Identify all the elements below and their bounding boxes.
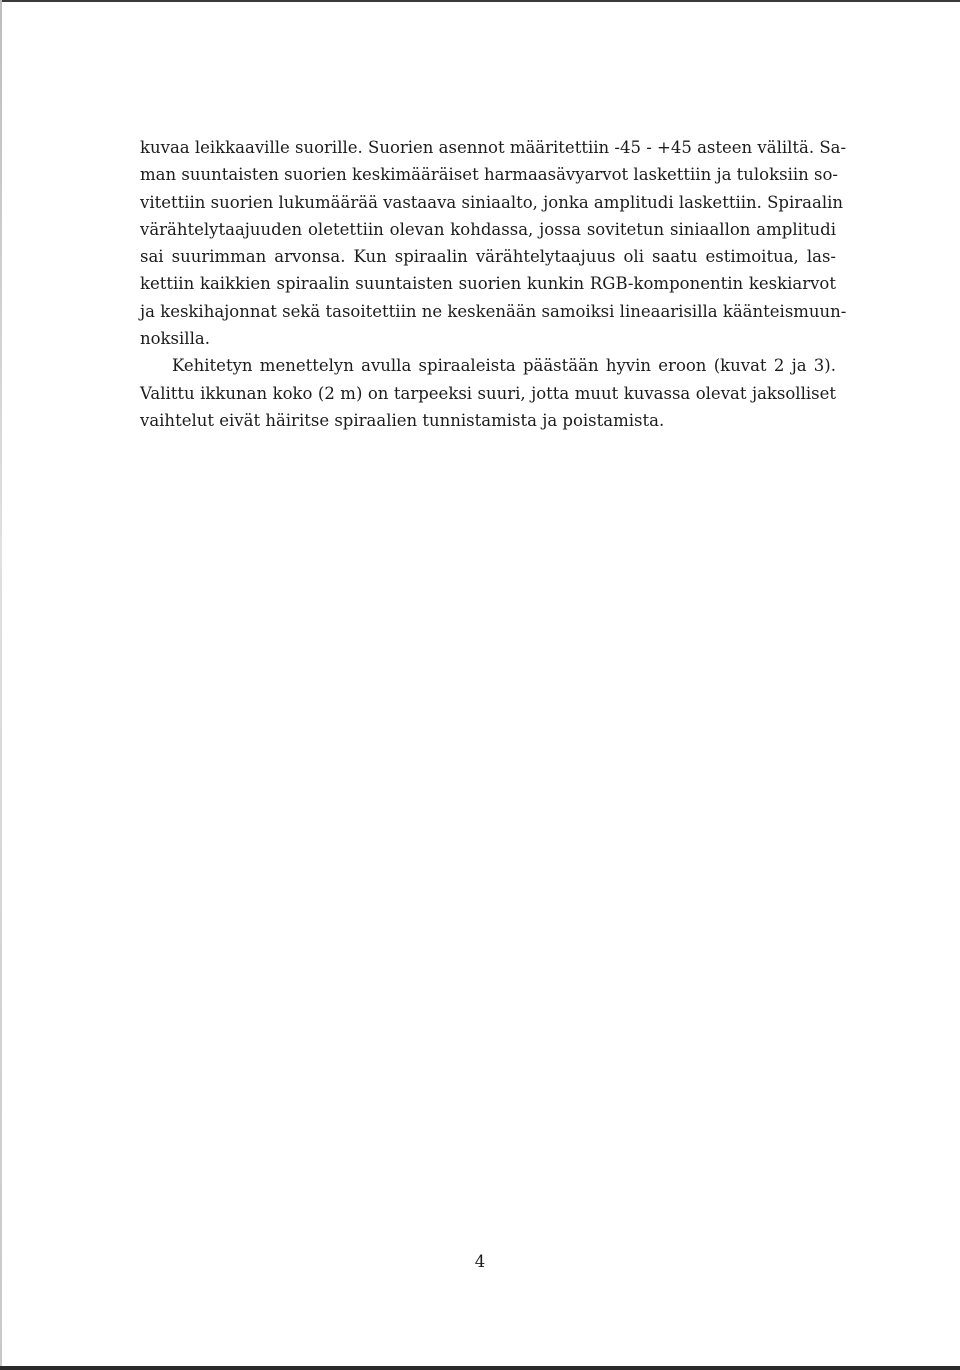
paragraph-1 [140,134,847,352]
page-body [140,134,847,434]
page-number: 4 [474,1252,486,1271]
text-line: värähtelytaajuuden oletettiin olevan kohdassa, jossa sovitetun siniaallon amplitudi [140,219,836,239]
text-line: kettiin kaikkien spiraalin suuntaisten suorien kunkin RGB-komponentin keskiarvot [140,274,836,294]
text-line: noksilla. [140,329,210,349]
text-line: vitettiin suorien lukumäärää vastaava siniaalto, jonka amplitudi laskettiin. Spiraalin [140,192,844,212]
text-line: vaihtelut eivät häiritse spiraalien tunnistamista ja poistamista. [140,410,665,430]
scan-edge-left [0,0,2,1370]
text-line: Valittu ikkunan koko (2 m) on tarpeeksi suuri, jotta muut kuvassa olevat jaksolliset [140,383,836,403]
text-line: ja keskihajonnat sekä tasoitettiin ne keskenään samoiksi lineaarisilla käänteismuun- [140,301,847,321]
scan-edge-bottom [0,1366,960,1370]
text-line: man suuntaisten suorien keskimääräiset harmaasävyarvot laskettiin ja tuloksiin so- [140,165,838,185]
paragraph-2 [140,352,836,434]
text-line: kuvaa leikkaaville suorille. Suorien asennot määritettiin -45 - +45 asteen väliltä. Sa- [140,138,847,157]
scan-edge-top [0,0,960,2]
text-line: sai suurimman arvonsa. Kun spiraalin värähtelytaajuus oli saatu estimoitua, las- [140,247,836,267]
text-line: Kehitetyn menettelyn avulla spiraaleista päästään hyvin eroon (kuvat 2 ja 3). [172,356,836,376]
